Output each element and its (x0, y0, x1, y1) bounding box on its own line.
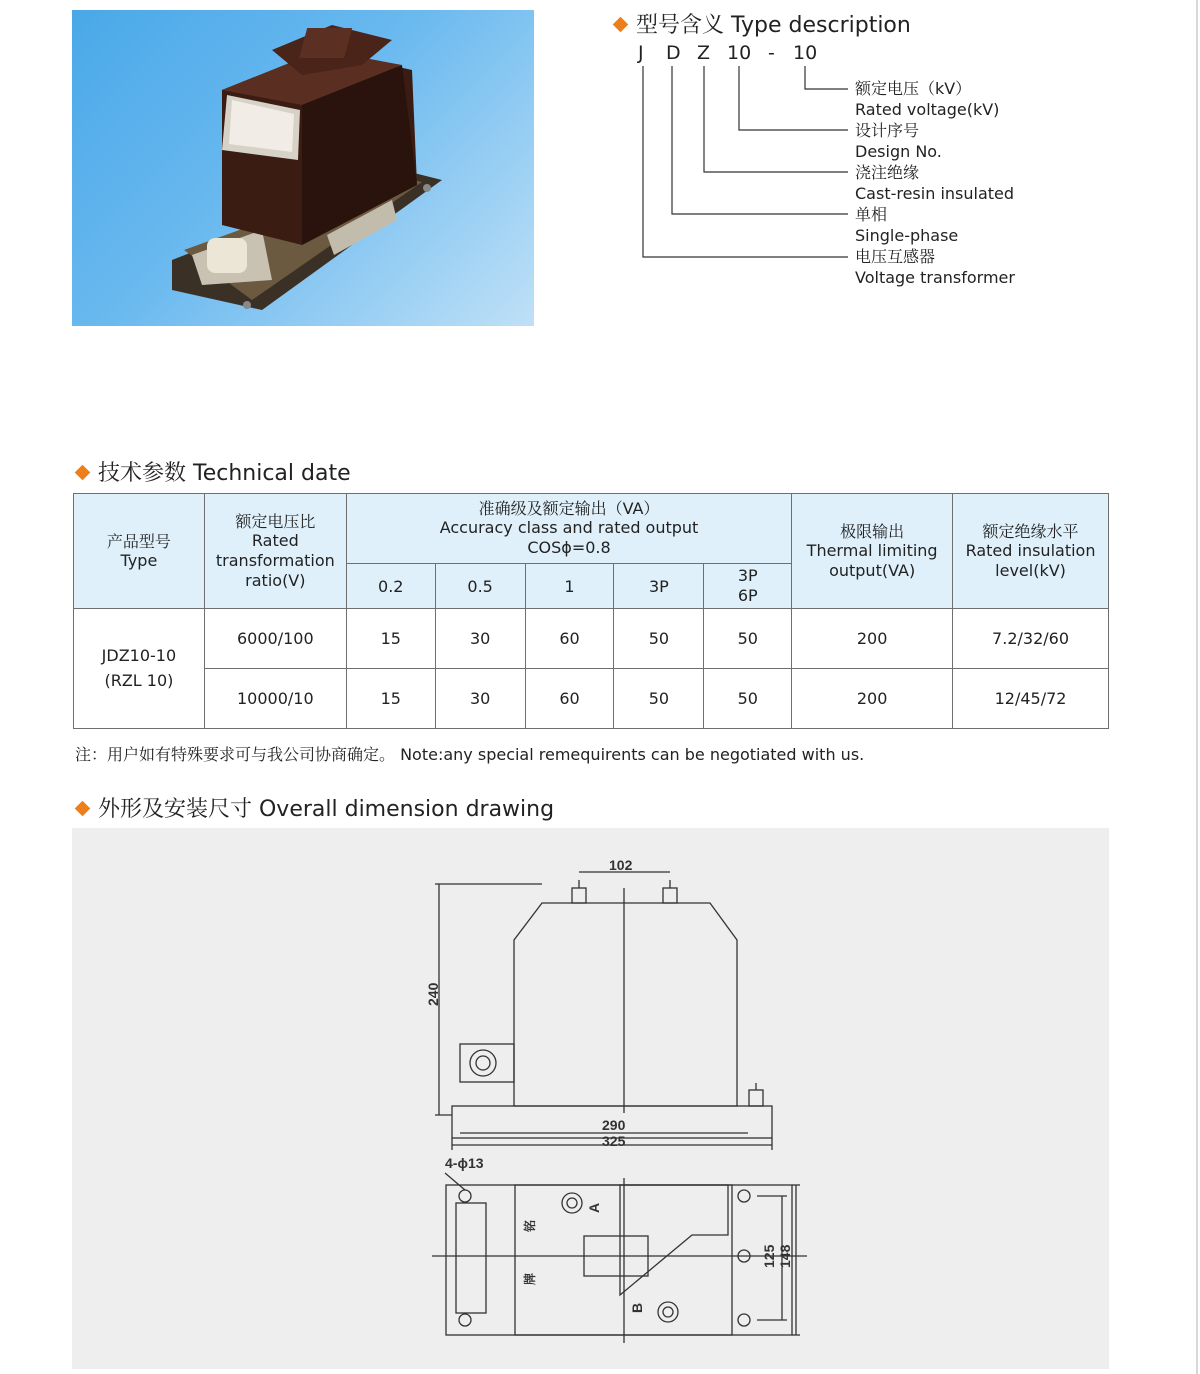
drawing-heading: 外形及安装尺寸 Overall dimension drawing (77, 792, 554, 823)
code-part-j: J (638, 42, 644, 64)
nameplate-mark-1: 铭 (523, 1219, 537, 1232)
code-part-voltage: 10 (793, 42, 818, 64)
code-part-dash: - (768, 42, 775, 64)
header-accuracy: 准确级及额定输出（VA） Accuracy class and rated output COSϕ=0.8 (346, 494, 791, 564)
table-row (74, 609, 1109, 669)
value-cell: 15 (346, 609, 435, 669)
dim-290: 290 (602, 1117, 626, 1133)
model-cell: JDZ10-10 (RZL 10) (74, 609, 205, 729)
ratio-cell: 6000/100 (204, 609, 346, 669)
value-cell: 50 (614, 609, 704, 669)
value-cell: 60 (525, 669, 614, 729)
diamond-bullet-icon (75, 464, 91, 480)
dim-325: 325 (602, 1133, 626, 1149)
value-cell: 30 (435, 609, 525, 669)
value-cell: 15 (346, 669, 435, 729)
thermal-cell: 200 (792, 669, 953, 729)
body-outline (514, 903, 737, 1106)
table-note: 注：用户如有特殊要求可与我公司协商确定。 Note:any special remequirents can be negotiated with us. (75, 745, 865, 764)
meaning-single-phase: 单相 Single-phase (855, 205, 959, 245)
class-3p-6p: 3P 6P (704, 564, 792, 609)
class-1: 1 (525, 564, 614, 609)
terminal-a-label: A (586, 1202, 602, 1213)
meaning-cast-resin: 浇注绝缘 Cast-resin insulated (855, 163, 1015, 203)
nameplate-mark-2: 牌 (523, 1272, 537, 1285)
class-0-2: 0.2 (346, 564, 435, 609)
value-cell: 50 (704, 609, 792, 669)
dim-102: 102 (609, 857, 633, 873)
insulation-cell: 12/45/72 (953, 669, 1109, 729)
type-description-heading: 型号含义 Type description (615, 8, 911, 39)
dim-holes: 4-ϕ13 (445, 1155, 484, 1171)
table-row (74, 669, 1109, 729)
insulation-cell: 7.2/32/60 (953, 609, 1109, 669)
ratio-cell: 10000/10 (204, 669, 346, 729)
table-header-row (74, 494, 1109, 564)
code-part-z: Z (697, 42, 711, 64)
code-leader-lines (0, 0, 1200, 300)
header-type: 产品型号 Type (74, 494, 205, 609)
value-cell: 60 (525, 609, 614, 669)
dim-148: 148 (777, 1244, 793, 1268)
meaning-design-no: 设计序号 Design No. (855, 121, 942, 161)
header-ratio: 额定电压比 Rated transformation ratio(V) (204, 494, 346, 609)
header-insulation: 额定绝缘水平 Rated insulation level(kV) (953, 494, 1109, 609)
value-cell: 50 (704, 669, 792, 729)
code-part-d: D (666, 42, 681, 64)
terminal-b-label: B (629, 1302, 645, 1313)
dimension-drawing (72, 828, 1109, 1369)
dim-125: 125 (761, 1244, 777, 1268)
class-3p: 3P (614, 564, 704, 609)
technical-heading: 技术参数 Technical date (77, 456, 351, 487)
diamond-bullet-icon (75, 800, 91, 816)
dim-240: 240 (425, 982, 441, 1006)
value-cell: 50 (614, 669, 704, 729)
header-thermal: 极限输出 Thermal limiting output(VA) (792, 494, 953, 609)
value-cell: 30 (435, 669, 525, 729)
meaning-voltage-transformer: 电压互感器 Voltage transformer (855, 247, 1015, 287)
technical-table (73, 493, 1109, 729)
code-part-design: 10 (727, 42, 752, 64)
thermal-cell: 200 (792, 609, 953, 669)
class-0-5: 0.5 (435, 564, 525, 609)
meaning-rated-voltage: 额定电压（kV） Rated voltage(kV) (855, 79, 1000, 119)
